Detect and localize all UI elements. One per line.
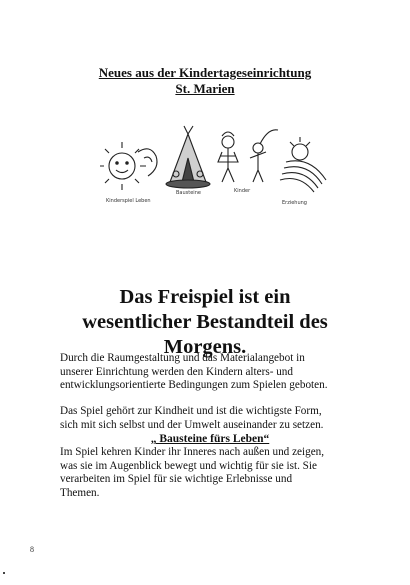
children-group-icon: [218, 130, 278, 182]
sun-icon: [100, 142, 157, 190]
paragraph-line: Im Spiel kehren Kinder ihr Inneres nach außen und zeigen,: [60, 446, 325, 458]
caption-4: Erziehung: [282, 200, 307, 206]
paragraph-intro: [60, 352, 360, 393]
paragraph-play: [60, 405, 360, 432]
header-subtitle: St. Marien: [175, 81, 235, 96]
caption-3: Kinder: [234, 188, 251, 194]
scan-mark: [3, 572, 5, 574]
paragraph-line: Das Spiel gehört zur Kindheit und ist die wichtigste Form,: [60, 405, 322, 417]
headline-line-3: Morgens.: [163, 336, 247, 358]
caption-2: Bausteine: [176, 190, 201, 196]
subheading-bausteine: „ Bausteine fürs Leben“: [150, 433, 270, 445]
paragraph-line: verarbeiten im Spiel für sie wichtige Erlebnisse und: [60, 473, 293, 485]
page-number: 8: [30, 545, 34, 554]
tipi-tent-icon: [166, 126, 210, 188]
paragraph-line: unserer Einrichtung werden den Kindern alters- und: [60, 365, 293, 378]
paragraph-inner-world: [60, 446, 360, 500]
caption-1: Kinderspiel Leben: [106, 198, 151, 204]
rainbow-sun-icon: [280, 137, 326, 192]
paragraph-line: Themen.: [60, 486, 100, 499]
headline-line-2: wesentlicher Bestandteil des: [82, 311, 328, 333]
paragraph-line: sich mit sich selbst und der Umwelt auseinander zu setzen.: [60, 418, 324, 431]
header-illustration: [100, 122, 330, 214]
header-title: Neues aus der Kindertageseinrichtung: [98, 65, 312, 80]
paragraph-line: Durch die Raumgestaltung und das Materialangebot in: [60, 352, 305, 364]
paragraph-line: entwicklungsorientierte Bedingungen zum Spielen geboten.: [60, 379, 328, 391]
headline-line-1: Das Freispiel ist ein: [119, 286, 291, 308]
paragraph-line: was sie im Augenblick bewegt und wichtig für sie ist. Sie: [60, 459, 317, 472]
